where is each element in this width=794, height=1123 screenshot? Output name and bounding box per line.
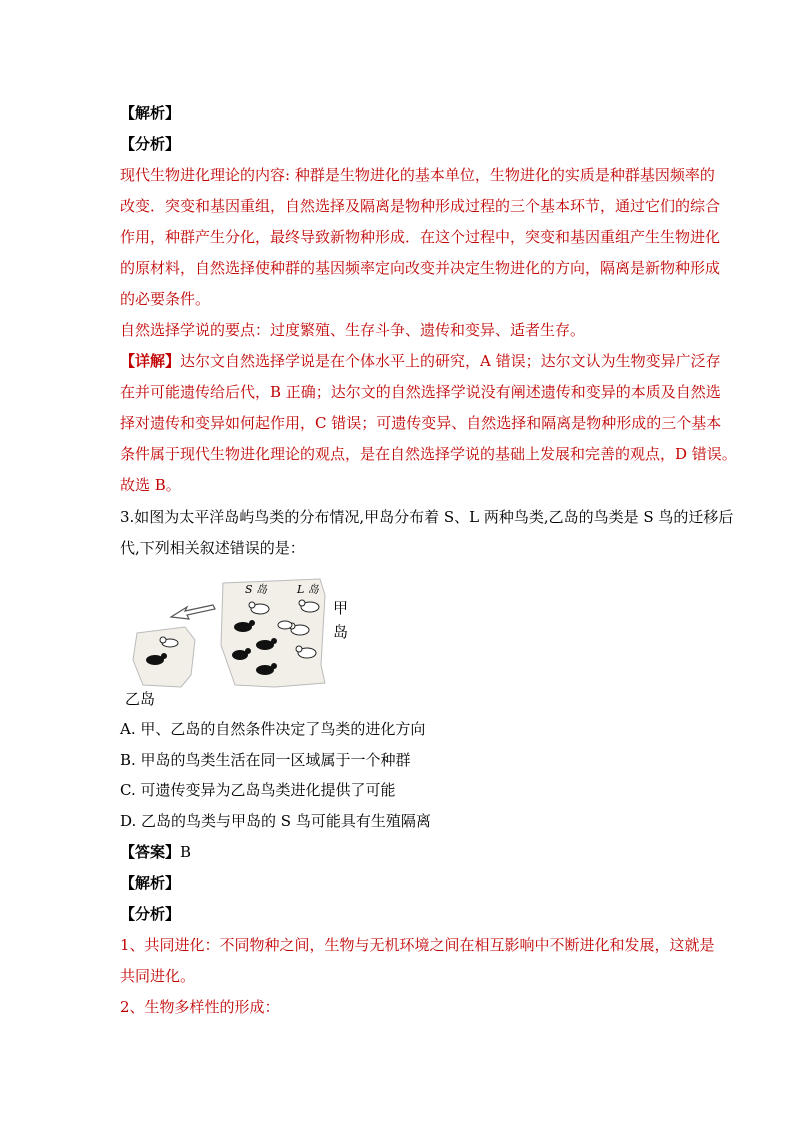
analysis-line: 作用，种群产生分化，最终导致新物种形成．在这个过程中，突变和基因重组产生生物进化 bbox=[120, 228, 721, 246]
fenxi-heading-2: 【分析】 bbox=[120, 905, 181, 923]
detail-line: 条件属于现代生物进化理论的观点，是在自然选择学说的基础上发展和完善的观点，D 错误。 bbox=[120, 445, 737, 463]
option-a: A. 甲、乙岛的自然条件决定了鸟类的进化方向 bbox=[120, 720, 426, 738]
analysis-line: 1、共同进化：不同物种之间，生物与无机环境之间在相互影响中不断进化和发展，这就是 bbox=[120, 936, 715, 954]
question-stem: 3.如图为太平洋岛屿鸟类的分布情况,甲岛分布着 S、L 两种鸟类,乙岛的鸟类是 S 鸟的迁移后 bbox=[120, 508, 734, 526]
option-b: B. 甲岛的鸟类生活在同一区域属于一个种群 bbox=[120, 751, 411, 769]
jiexi-heading-2: 【解析】 bbox=[120, 874, 181, 892]
island-bird-figure bbox=[125, 575, 365, 710]
option-c: C. 可遗传变异为乙岛鸟类进化提供了可能 bbox=[120, 781, 396, 799]
analysis-line: 的原材料，自然选择使种群的基因频率定向改变并决定生物进化的方向，隔离是新物种形成 bbox=[120, 259, 721, 277]
analysis-line: 改变．突变和基因重组，自然选择及隔离是物种形成过程的三个基本环节，通过它们的综合 bbox=[120, 197, 721, 215]
s-island-label: S 岛 bbox=[245, 583, 268, 596]
detail-line: 择对遗传和变异如何起作用，C 错误；可遗传变异、自然选择和隔离是物种形成的三个基本 bbox=[120, 414, 722, 432]
analysis-line: 现代生物进化理论的内容: 种群是生物进化的基本单位，生物进化的实质是种群基因频率的 bbox=[120, 166, 715, 184]
detail-text: 达尔文自然选择学说是在个体水平上的研究，A 错误；达尔文认为生物变异广泛存 bbox=[180, 352, 721, 370]
analysis-line: 共同进化。 bbox=[120, 967, 196, 985]
answer-value: B bbox=[180, 843, 192, 861]
question-stem: 代,下列相关叙述错误的是： bbox=[120, 539, 305, 557]
analysis-line: 2、生物多样性的形成： bbox=[120, 998, 280, 1016]
answer-line bbox=[120, 842, 191, 862]
analysis-line: 的必要条件。 bbox=[120, 290, 211, 308]
jia-label-1: 甲 bbox=[333, 599, 349, 617]
answer-label: 【答案】 bbox=[120, 843, 181, 861]
detail-label: 【详解】 bbox=[120, 352, 181, 370]
l-island-label: L 岛 bbox=[297, 583, 319, 596]
jiexi-heading-1: 【解析】 bbox=[120, 104, 181, 122]
detail-line: 在并可能遗传给后代，B 正确；达尔文的自然选择学说没有阐述遗传和变异的本质及自然选 bbox=[120, 383, 721, 401]
fenxi-heading-1: 【分析】 bbox=[120, 135, 181, 153]
detail-line: 故选 B。 bbox=[120, 476, 181, 494]
yi-island-label: 乙岛 bbox=[125, 690, 156, 708]
jia-label-2: 岛 bbox=[333, 623, 349, 641]
darwin-points: 自然选择学说的要点：过度繁殖、生存斗争、遗传和变异、适者生存。 bbox=[120, 321, 586, 339]
migration-arrow-icon bbox=[171, 605, 215, 619]
option-d: D. 乙岛的鸟类与甲岛的 S 鸟可能具有生殖隔离 bbox=[120, 812, 431, 830]
detail-line-1 bbox=[120, 351, 721, 371]
